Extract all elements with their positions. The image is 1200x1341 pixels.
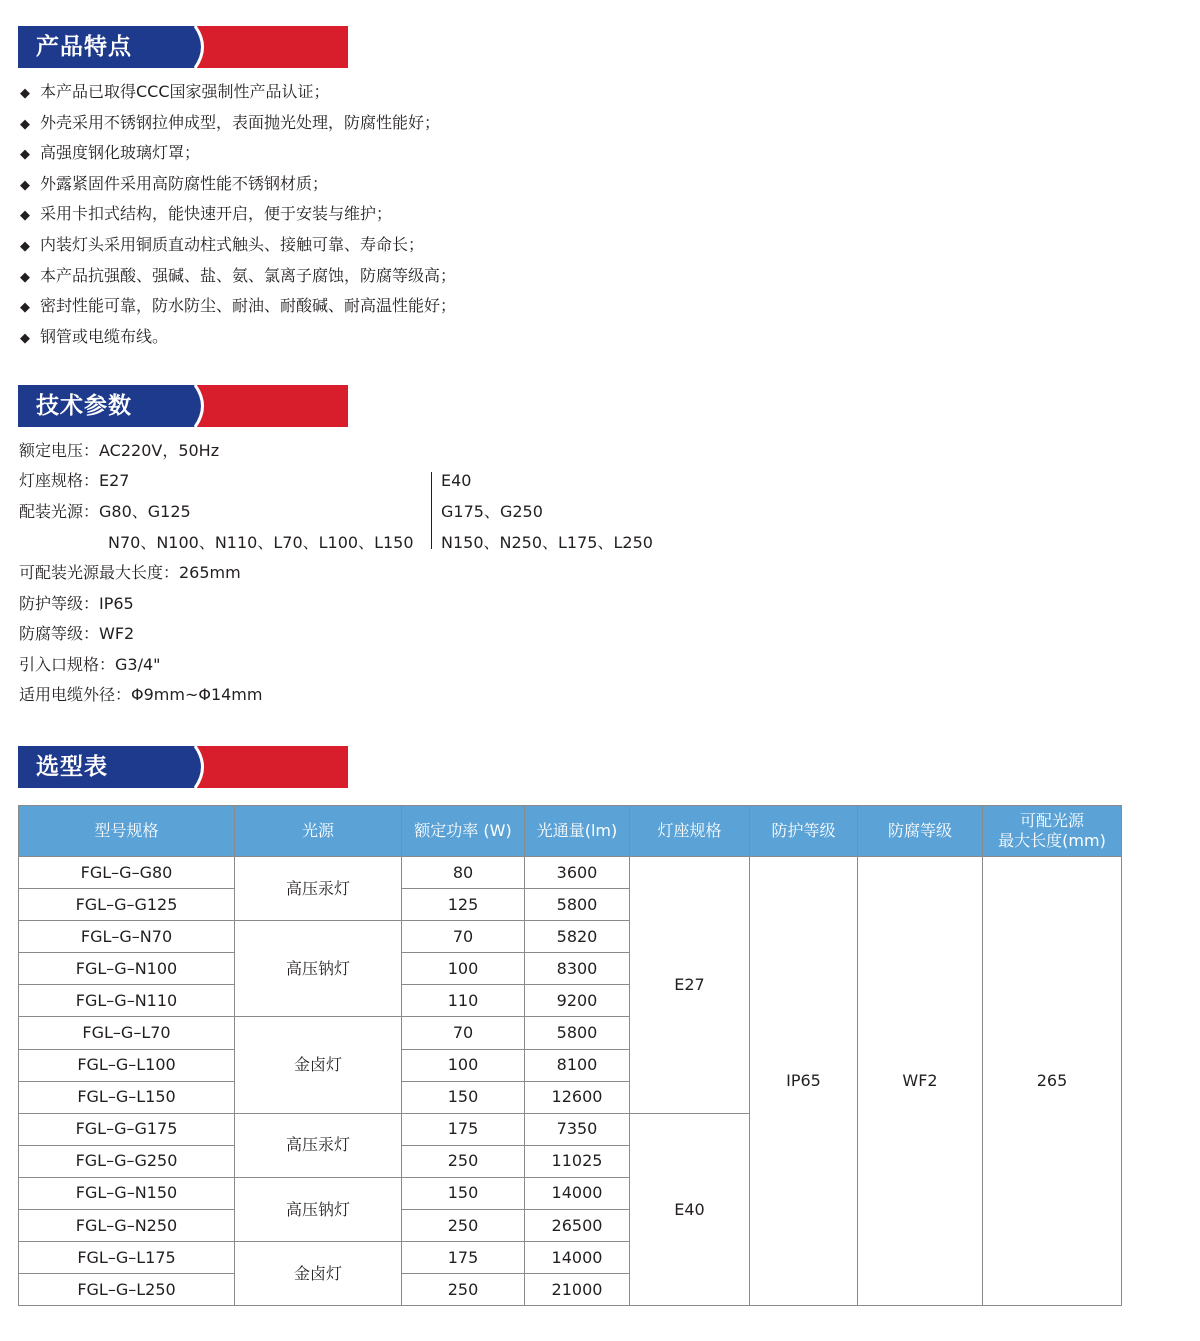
light-source-cell: 金卤灯 bbox=[235, 1017, 402, 1113]
anticorrosion-cell: WF2 bbox=[858, 857, 983, 1306]
power-cell: 250 bbox=[402, 1210, 525, 1242]
power-cell: 150 bbox=[402, 1177, 525, 1209]
diamond-icon: ◆ bbox=[20, 86, 30, 101]
flux-cell: 7350 bbox=[525, 1113, 630, 1145]
model-cell: FGL–G–G125 bbox=[19, 889, 235, 921]
spec-inlet: 引入口规格：G3/4" bbox=[19, 655, 161, 674]
flux-cell: 26500 bbox=[525, 1210, 630, 1242]
model-cell: FGL–G–G250 bbox=[19, 1145, 235, 1177]
selection-section-header bbox=[18, 746, 348, 788]
features-section-header bbox=[18, 26, 348, 68]
flux-cell: 11025 bbox=[525, 1145, 630, 1177]
diamond-icon: ◆ bbox=[20, 300, 30, 316]
model-cell: FGL–G–L250 bbox=[19, 1274, 235, 1306]
flux-cell: 8300 bbox=[525, 953, 630, 985]
table-row bbox=[19, 857, 1122, 889]
section-title: 产品特点 bbox=[36, 34, 132, 60]
model-cell: FGL–G–L70 bbox=[19, 1017, 235, 1049]
diamond-icon: ◆ bbox=[20, 147, 30, 163]
list-item: ◆ 高强度钢化玻璃灯罩； bbox=[20, 138, 456, 169]
light-source-cell: 高压汞灯 bbox=[235, 1113, 402, 1177]
power-cell: 175 bbox=[402, 1242, 525, 1274]
power-cell: 175 bbox=[402, 1113, 525, 1145]
model-cell: FGL–G–L175 bbox=[19, 1242, 235, 1274]
light-source-cell: 高压汞灯 bbox=[235, 857, 402, 921]
model-cell: FGL–G–G175 bbox=[19, 1113, 235, 1145]
column-header: 额定功率 (W) bbox=[402, 806, 525, 857]
max-length-cell: 265 bbox=[983, 857, 1122, 1306]
diamond-icon: ◆ bbox=[20, 208, 30, 224]
model-cell: FGL–G–N70 bbox=[19, 921, 235, 953]
diamond-icon: ◆ bbox=[20, 177, 30, 193]
spec-light-right-1: G175、G250 bbox=[441, 502, 543, 521]
column-header: 防护等级 bbox=[750, 806, 858, 857]
model-cell: FGL–G–N250 bbox=[19, 1210, 235, 1242]
selection-table bbox=[18, 805, 1122, 1306]
power-cell: 70 bbox=[402, 1017, 525, 1049]
section-title: 技术参数 bbox=[36, 393, 132, 419]
column-header-max-length: 可配光源 最大长度(mm) bbox=[983, 806, 1122, 857]
diamond-icon: ◆ bbox=[20, 269, 30, 285]
power-cell: 100 bbox=[402, 953, 525, 985]
model-cell: FGL–G–L100 bbox=[19, 1049, 235, 1081]
column-header: 防腐等级 bbox=[858, 806, 983, 857]
feature-list bbox=[20, 77, 456, 352]
power-cell: 100 bbox=[402, 1049, 525, 1081]
flux-cell: 12600 bbox=[525, 1081, 630, 1113]
power-cell: 250 bbox=[402, 1274, 525, 1306]
list-item: ◆ 外露紧固件采用高防腐性能不锈钢材质； bbox=[20, 169, 456, 200]
flux-cell: 5800 bbox=[525, 1017, 630, 1049]
list-item: ◆ 采用卡扣式结构，能快速开启，便于安装与维护； bbox=[20, 199, 456, 230]
light-source-cell: 高压钠灯 bbox=[235, 1177, 402, 1241]
column-header: 光源 bbox=[235, 806, 402, 857]
model-cell: FGL–G–G80 bbox=[19, 857, 235, 889]
list-item: ◆ 密封性能可靠，防水防尘、耐油、耐酸碱、耐高温性能好； bbox=[20, 291, 456, 322]
power-cell: 150 bbox=[402, 1081, 525, 1113]
spec-light-left-1: 配装光源：G80、G125 bbox=[19, 502, 191, 521]
power-cell: 250 bbox=[402, 1145, 525, 1177]
list-item: ◆ 本产品抗强酸、强碱、盐、氨、氯离子腐蚀，防腐等级高； bbox=[20, 261, 456, 292]
list-item: ◆ 本产品已取得CCC国家强制性产品认证； bbox=[20, 77, 456, 108]
flux-cell: 8100 bbox=[525, 1049, 630, 1081]
spec-light-right-2: N150、N250、L175、L250 bbox=[441, 533, 653, 552]
flux-cell: 21000 bbox=[525, 1274, 630, 1306]
socket-cell: E27 bbox=[630, 857, 750, 1114]
power-cell: 110 bbox=[402, 985, 525, 1017]
spec-cable: 适用电缆外径：Φ9mm~Φ14mm bbox=[19, 685, 263, 704]
flux-cell: 9200 bbox=[525, 985, 630, 1017]
model-cell: FGL–G–N100 bbox=[19, 953, 235, 985]
flux-cell: 5820 bbox=[525, 921, 630, 953]
flux-cell: 5800 bbox=[525, 889, 630, 921]
section-title: 选型表 bbox=[36, 754, 108, 780]
socket-cell: E40 bbox=[630, 1113, 750, 1306]
protection-cell: IP65 bbox=[750, 857, 858, 1306]
flux-cell: 3600 bbox=[525, 857, 630, 889]
spec-socket-left: 灯座规格：E27 bbox=[19, 471, 130, 490]
model-cell: FGL–G–N150 bbox=[19, 1177, 235, 1209]
column-header: 灯座规格 bbox=[630, 806, 750, 857]
spec-rated-voltage: 额定电压：AC220V，50Hz bbox=[19, 441, 220, 460]
column-header: 型号规格 bbox=[19, 806, 235, 857]
power-cell: 80 bbox=[402, 857, 525, 889]
spec-max-length: 可配装光源最大长度：265mm bbox=[19, 563, 241, 582]
spec-protection: 防护等级：IP65 bbox=[19, 594, 134, 613]
model-cell: FGL–G–L150 bbox=[19, 1081, 235, 1113]
specs-section-header bbox=[18, 385, 348, 427]
spec-divider bbox=[431, 472, 432, 549]
spec-anticorrosion: 防腐等级：WF2 bbox=[19, 624, 135, 643]
power-cell: 125 bbox=[402, 889, 525, 921]
spec-light-left-2: N70、N100、N110、L70、L100、L150 bbox=[108, 533, 414, 552]
flux-cell: 14000 bbox=[525, 1242, 630, 1274]
list-item: ◆ 内装灯头采用铜质直动柱式触头、接触可靠、寿命长； bbox=[20, 230, 456, 261]
light-source-cell: 高压钠灯 bbox=[235, 921, 402, 1017]
column-header: 光通量(lm) bbox=[525, 806, 630, 857]
diamond-icon: ◆ bbox=[20, 238, 30, 254]
table-header-row bbox=[19, 806, 1122, 857]
flux-cell: 14000 bbox=[525, 1177, 630, 1209]
model-cell: FGL–G–N110 bbox=[19, 985, 235, 1017]
list-item: ◆ 外壳采用不锈钢拉伸成型，表面抛光处理，防腐性能好； bbox=[20, 108, 456, 139]
light-source-cell: 金卤灯 bbox=[235, 1242, 402, 1306]
power-cell: 70 bbox=[402, 921, 525, 953]
diamond-icon: ◆ bbox=[20, 330, 30, 346]
spec-socket-right: E40 bbox=[441, 471, 472, 490]
list-item: ◆ 钢管或电缆布线。 bbox=[20, 322, 456, 353]
diamond-icon: ◆ bbox=[20, 116, 30, 132]
